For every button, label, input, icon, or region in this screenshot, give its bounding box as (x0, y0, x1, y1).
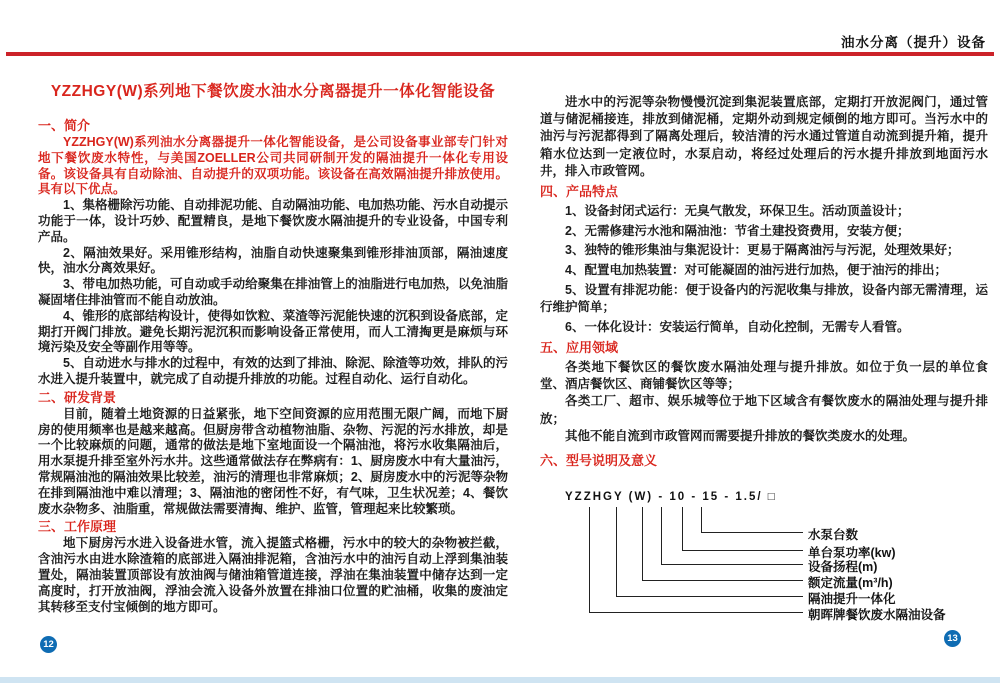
header-rule (6, 52, 994, 56)
section-heading-intro: 一、简介 (38, 118, 91, 133)
intro-paragraph: YZZHGY(W)系列油水分离器提升一体化智能设备，是公司设备事业部专门针对地下餐饮废水特性，与美国ZOELLER公司共同研制开发的隔油提升一体化专用设备。该设备具有自动除油、自动提升的双项功能。该设备在高效隔油提升排放使用。具有以下优点。 (38, 135, 508, 197)
model-code: YZZHGY (W) - 10 - 15 - 1.5/ □ (565, 490, 777, 503)
feature-item: 4、配置电加热装置：对可能凝固的油污进行加热，便于油污的排出； (565, 263, 947, 278)
feature-item: 2、无需修建污水池和隔油池：节省土建投资费用，安装方便； (565, 223, 910, 238)
running-header: 油水分离（提升）设备 (841, 35, 986, 50)
page-number-badge-left: 12 (40, 636, 57, 653)
feature-item: 3、独特的锥形集油与集泥设计：更易于隔离油污与污泥，处理效果好； (565, 243, 960, 258)
right-page-column (540, 94, 988, 641)
left-page-column (38, 82, 508, 615)
model-label-pump-count: 水泵台数 (808, 527, 859, 542)
advantage-item: 2、隔油效果好。采用锥形结构，油脂自动快速聚集到锥形排油顶部，隔油速度快，油水分离效果好。 (38, 245, 508, 276)
section-heading-background: 二、研发背景 (38, 389, 117, 405)
section-heading-applications: 五、应用领域 (540, 339, 619, 355)
feature-item: 6、一体化设计：安装运行简单，自动化控制，无需专人看管。 (565, 319, 910, 334)
footer-strip (0, 677, 1000, 683)
section-heading-features: 四、产品特点 (540, 184, 619, 200)
model-label-pump-power: 单台泵功率(kw) (808, 545, 896, 560)
model-connector-line (589, 507, 803, 613)
feature-item: 5、设置有排泥功能：便于设备内的污泥收集与排放，设备内部无需清理，运行维护简单； (540, 282, 988, 315)
page-title: YZZHGY(W)系列地下餐饮废水油水分离器提升一体化智能设备 (50, 83, 496, 100)
advantage-item: 5、自动进水与排水的过程中，有效的达到了排油、除泥、除渣等功效，排队的污水进入提升装置中，就完成了自动提升排放的功能。过程自动化、运行自动化。 (38, 356, 508, 386)
background-paragraph: 目前，随着土地资源的日益紧张，地下空间资源的应用范围无限广阔，而地下厨房的使用频率也是越来越高。但厨房带含动植物油脂、杂物、污泥的污水排放，却是一个比较麻烦的问题，通常的做法是地下室地面设一个隔油池，将污水收集隔油后，用水泵提升排至室外污水井。这些通常做法存在弊病有：1、厨房废水中有大量油污，常规隔油池的隔油效果比较差，油污的清理也非常麻烦；2、厨房废水中的污泥等杂物在排到隔油池中难以清理；3、隔油池的密闭性不好，有气味，卫生状况差；4、餐饮废水杂物多、油脂重，常规做法需要清掏、维护、监管，管理起来比较繁琐。 (38, 406, 508, 516)
advantage-item: 3、带电加热功能，可自动或手动给聚集在排油管上的油脂进行电加热，以免油脂凝固堵住排油管而不能自动放油。 (38, 277, 508, 307)
feature-item: 1、设备封闭式运行：无臭气散发，环保卫生。活动顶盖设计； (565, 204, 910, 219)
model-label-brand: 朝晖牌餐饮废水隔油设备 (808, 607, 946, 622)
page-number-badge-right: 13 (944, 630, 961, 647)
model-number-diagram (540, 491, 988, 641)
application-paragraph: 其他不能自流到市政管网而需要提升排放的餐饮类废水的处理。 (565, 428, 916, 443)
principle-continued-paragraph: 进水中的污泥等杂物慢慢沉淀到集泥装置底部，定期打开放泥阀门，通过管道与储泥桶接连，排放到储泥桶，定期外动到规定倾倒的地方即可。当污水中的油污与污泥都得到了隔离处理后，较洁清的污水通过管道自动流到提升箱，提升箱水位达到一定液位时，水泵启动，将经过处理后的污水提升排放到地面污水井，排入市政管网。 (540, 95, 988, 178)
section-heading-model: 六、型号说明及意义 (540, 452, 658, 468)
principle-paragraph: 地下厨房污水进入设备进水管，流入提篮式格栅，污水中的较大的杂物被拦截，含油污水由进水除渣箱的底部进入隔油排泥箱，含油污水中的油污自动上浮到集油装置处，隔油装置顶部设有放油阀与储油箱管道连接，浮油在集油装置中储存达到一定高度时，打开放油阀，浮油会流入设备外放置在排油口位置的贮油桶，收集的废油定其转移至支付宝倾倒的地方即可。 (38, 536, 508, 614)
model-label-rated-flow: 额定流量(m³/h) (808, 575, 893, 590)
section-heading-principle: 三、工作原理 (38, 519, 117, 535)
advantage-item: 4、锥形的底部结构设计，使得如饮粒、菜渣等污泥能快速的沉积到设备底部，定期打开阀门排放。避免长期污泥沉积而影响设备正常使用，而人工清掏更是麻烦与环境污染及安全等副作用等等。 (38, 308, 508, 355)
application-paragraph: 各类工厂、超市、娱乐城等位于地下区域含有餐饮废水的隔油处理与提升排放； (540, 394, 988, 426)
application-paragraph: 各类地下餐饮区的餐饮废水隔油处理与提升排放。如位于负一层的单位食堂、酒店餐饮区、商铺餐饮区等等； (540, 359, 988, 392)
advantage-item: 1、集格栅除污功能、自动排泥功能、自动隔油功能、电加热功能、污水自动提示功能于一体，设计巧妙、配置精良，是地下餐饮废水隔油提升的专业设备，中国专利产品。 (38, 198, 508, 244)
model-label-integrated-lift: 隔油提升一体化 (808, 591, 896, 606)
model-label-lift-head: 设备扬程(m) (808, 559, 878, 574)
